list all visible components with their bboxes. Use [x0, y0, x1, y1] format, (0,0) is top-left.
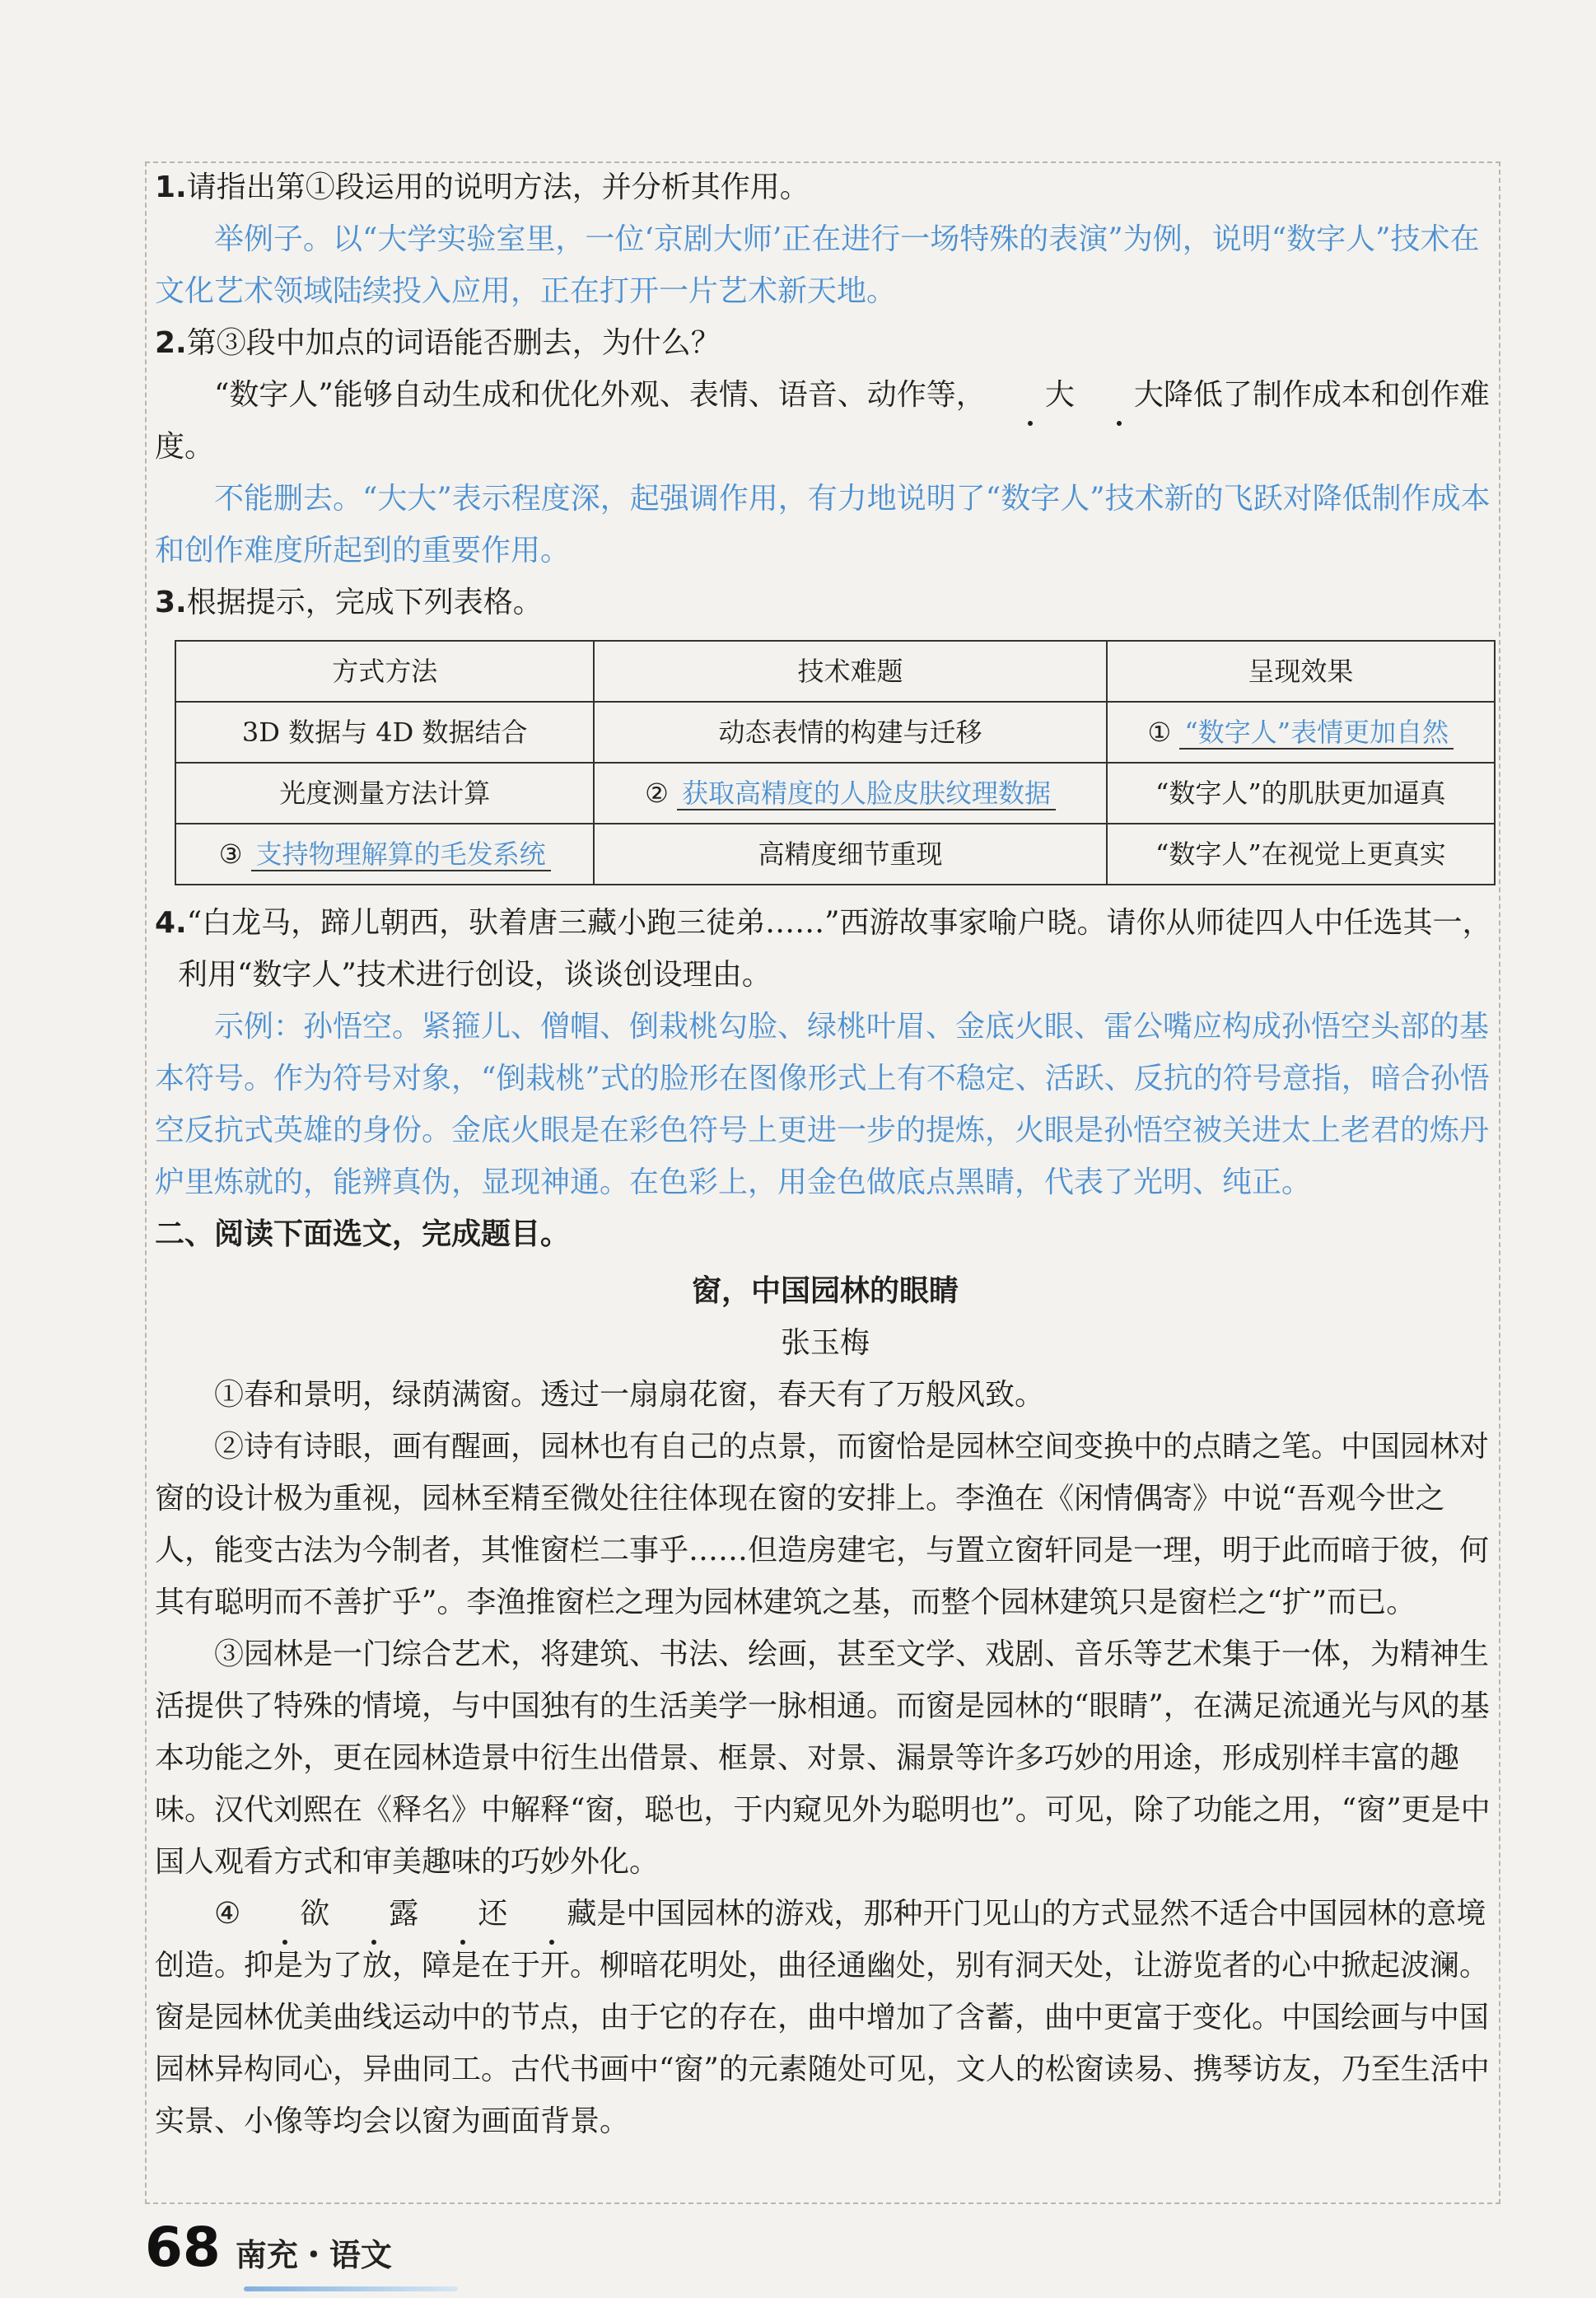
footer-label: 南充・语文	[235, 2237, 392, 2273]
table-cell: 高精度细节重现	[594, 824, 1106, 885]
blank-label: ②	[645, 777, 669, 809]
footer-decoration	[244, 2286, 458, 2291]
blank-answer: 支持物理解算的毛发系统	[251, 838, 551, 871]
question-2	[155, 317, 1496, 577]
dotted-char: 大	[986, 369, 1075, 421]
page-number: 68	[145, 2216, 221, 2279]
article-paragraph-1: ①春和景明，绿荫满窗。透过一扇扇花窗，春天有了万般风致。	[214, 1378, 1045, 1412]
table-cell	[1107, 702, 1495, 763]
question-3-text: 根据提示，完成下列表格。	[186, 586, 543, 619]
question-1-answer: 举例子。以“大学实验室里，一位‘京剧大师’正在进行一场特殊的表演”为例，说明“数字人”技术在文化艺术领域陆续投入应用，正在打开一片艺术新天地。	[155, 222, 1480, 308]
article-title: 窗，中国园林的眼睛	[691, 1274, 959, 1308]
table-header: 方式方法	[175, 641, 594, 702]
section-heading: 二、阅读下面选文，完成题目。	[155, 1217, 571, 1251]
paragraph-text: 是中国园林的游戏，那种开门见山的方式显然不适合中国园林的意境创造。抑是为了放，障是在于开。柳暗花明处，曲径通幽处，别有洞天处，让游览者的心中掀起波澜。窗是园林优美曲线运动中的节点，由于它的存在，曲中增加了含蓄，曲中更富于变化。中国绘画与中国园林异构同心，异曲同工。古代书画中“窗”的元素随处可见，文人的松窗读易、携琴访友，乃至生活中实景、小像等均会以窗为画面背景。	[155, 1897, 1490, 2138]
table-cell: 光度测量方法计算	[175, 763, 594, 824]
question-2-number: 2.	[155, 326, 187, 360]
question-1-number: 1.	[155, 170, 187, 204]
table-row	[175, 824, 1495, 885]
question-2-text: 第③段中加点的词语能否删去，为什么？	[186, 326, 721, 360]
paragraph-number: ④	[214, 1897, 241, 1931]
table-header-row	[175, 641, 1495, 702]
table-cell: 3D 数据与 4D 数据结合	[175, 702, 594, 763]
quote-after: 降低了制作成本和创作难度。	[155, 378, 1490, 464]
dotted-char: 藏	[507, 1888, 596, 1940]
question-3	[155, 577, 1496, 885]
question-3-number: 3.	[155, 586, 187, 619]
article-paragraph-2: ②诗有诗眼，画有醒画，园林也有自己的点景，而窗恰是园林空间变换中的点睛之笔。中国园林对窗的设计极为重视，园林至精至微处往往体现在窗的安排上。李渔在《闲情偶寄》中说“吾观今世之人，能变古法为今制者，其惟窗栏二事乎……但造房建宅，与置立窗轩同是一理，明于此而暗于彼，何其有聪明而不善扩乎”。李渔推窗栏之理为园林建筑之基，而整个园林建筑只是窗栏之“扩”而已。	[155, 1430, 1490, 1619]
table-header: 技术难题	[594, 641, 1106, 702]
blank-answer: “数字人”表情更加自然	[1179, 717, 1454, 750]
dotted-char: 大	[1075, 369, 1164, 421]
question-4-text: “白龙马，蹄儿朝西，驮着唐三藏小跑三徒弟……”西游故事家喻户晓。请你从师徒四人中任选其一，利用“数字人”技术进行创设，谈谈创设理由。	[178, 906, 1492, 992]
blank-answer: 获取高精度的人脸皮肤纹理数据	[677, 778, 1056, 810]
dotted-char: 还	[418, 1888, 507, 1940]
page-content	[155, 161, 1496, 2147]
question-2-quote	[155, 369, 1496, 473]
table-row	[175, 702, 1495, 763]
table-header: 呈现效果	[1107, 641, 1495, 702]
question-2-answer: 不能删去。“大大”表示程度深，起强调作用，有力地说明了“数字人”技术新的飞跃对降低制作成本和创作难度所起到的重要作用。	[155, 482, 1491, 567]
dotted-char: 欲	[240, 1888, 329, 1940]
table-cell	[175, 824, 594, 885]
table-cell: 动态表情的构建与迁移	[594, 702, 1106, 763]
question-1-text: 请指出第①段运用的说明方法，并分析其作用。	[186, 170, 810, 204]
quote-before: “数字人”能够自动生成和优化外观、表情、语音、动作等，	[214, 378, 986, 412]
article-paragraph-3: ③园林是一门综合艺术，将建筑、书法、绘画，甚至文学、戏剧、音乐等艺术集于一体，为精神生活提供了特殊的情境，与中国独有的生活美学一脉相通。而窗是园林的“眼睛”，在满足流通光与风的基本功能之外，更在园林造景中衍生出借景、框景、对景、漏景等许多巧妙的用途，形成别样丰富的趣味。汉代刘熙在《释名》中解释“窗，聪也，于内窥见外为聪明也”。可见，除了功能之用，“窗”更是中国人观看方式和审美趣味的巧妙外化。	[155, 1637, 1491, 1879]
table-row	[175, 763, 1495, 824]
answer-table	[175, 640, 1496, 885]
table-cell: “数字人”的肌肤更加逼真	[1107, 763, 1495, 824]
question-4-number: 4.	[155, 906, 187, 940]
question-1	[155, 161, 1496, 317]
table-cell	[594, 763, 1106, 824]
question-4-answer: 示例：孙悟空。紧箍儿、僧帽、倒栽桃勾脸、绿桃叶眉、金底火眼、雷公嘴应构成孙悟空头部的基本符号。作为符号对象，“倒栽桃”式的脸形在图像形式上有不稳定、活跃、反抗的符号意指，暗合孙悟空反抗式英雄的身份。金底火眼是在彩色符号上更进一步的提炼，火眼是孙悟空被关进太上老君的炼丹炉里炼就的，能辨真伪，显现神通。在色彩上，用金色做底点黑睛，代表了光明、纯正。	[155, 1010, 1490, 1199]
table-cell: “数字人”在视觉上更真实	[1107, 824, 1495, 885]
blank-label: ③	[218, 838, 243, 870]
blank-label: ①	[1147, 716, 1172, 748]
article-author: 张玉梅	[780, 1326, 870, 1360]
dotted-char: 露	[329, 1888, 418, 1940]
article-paragraph-4	[155, 1888, 1496, 2147]
question-4	[155, 897, 1496, 1208]
page-footer	[145, 2216, 392, 2279]
